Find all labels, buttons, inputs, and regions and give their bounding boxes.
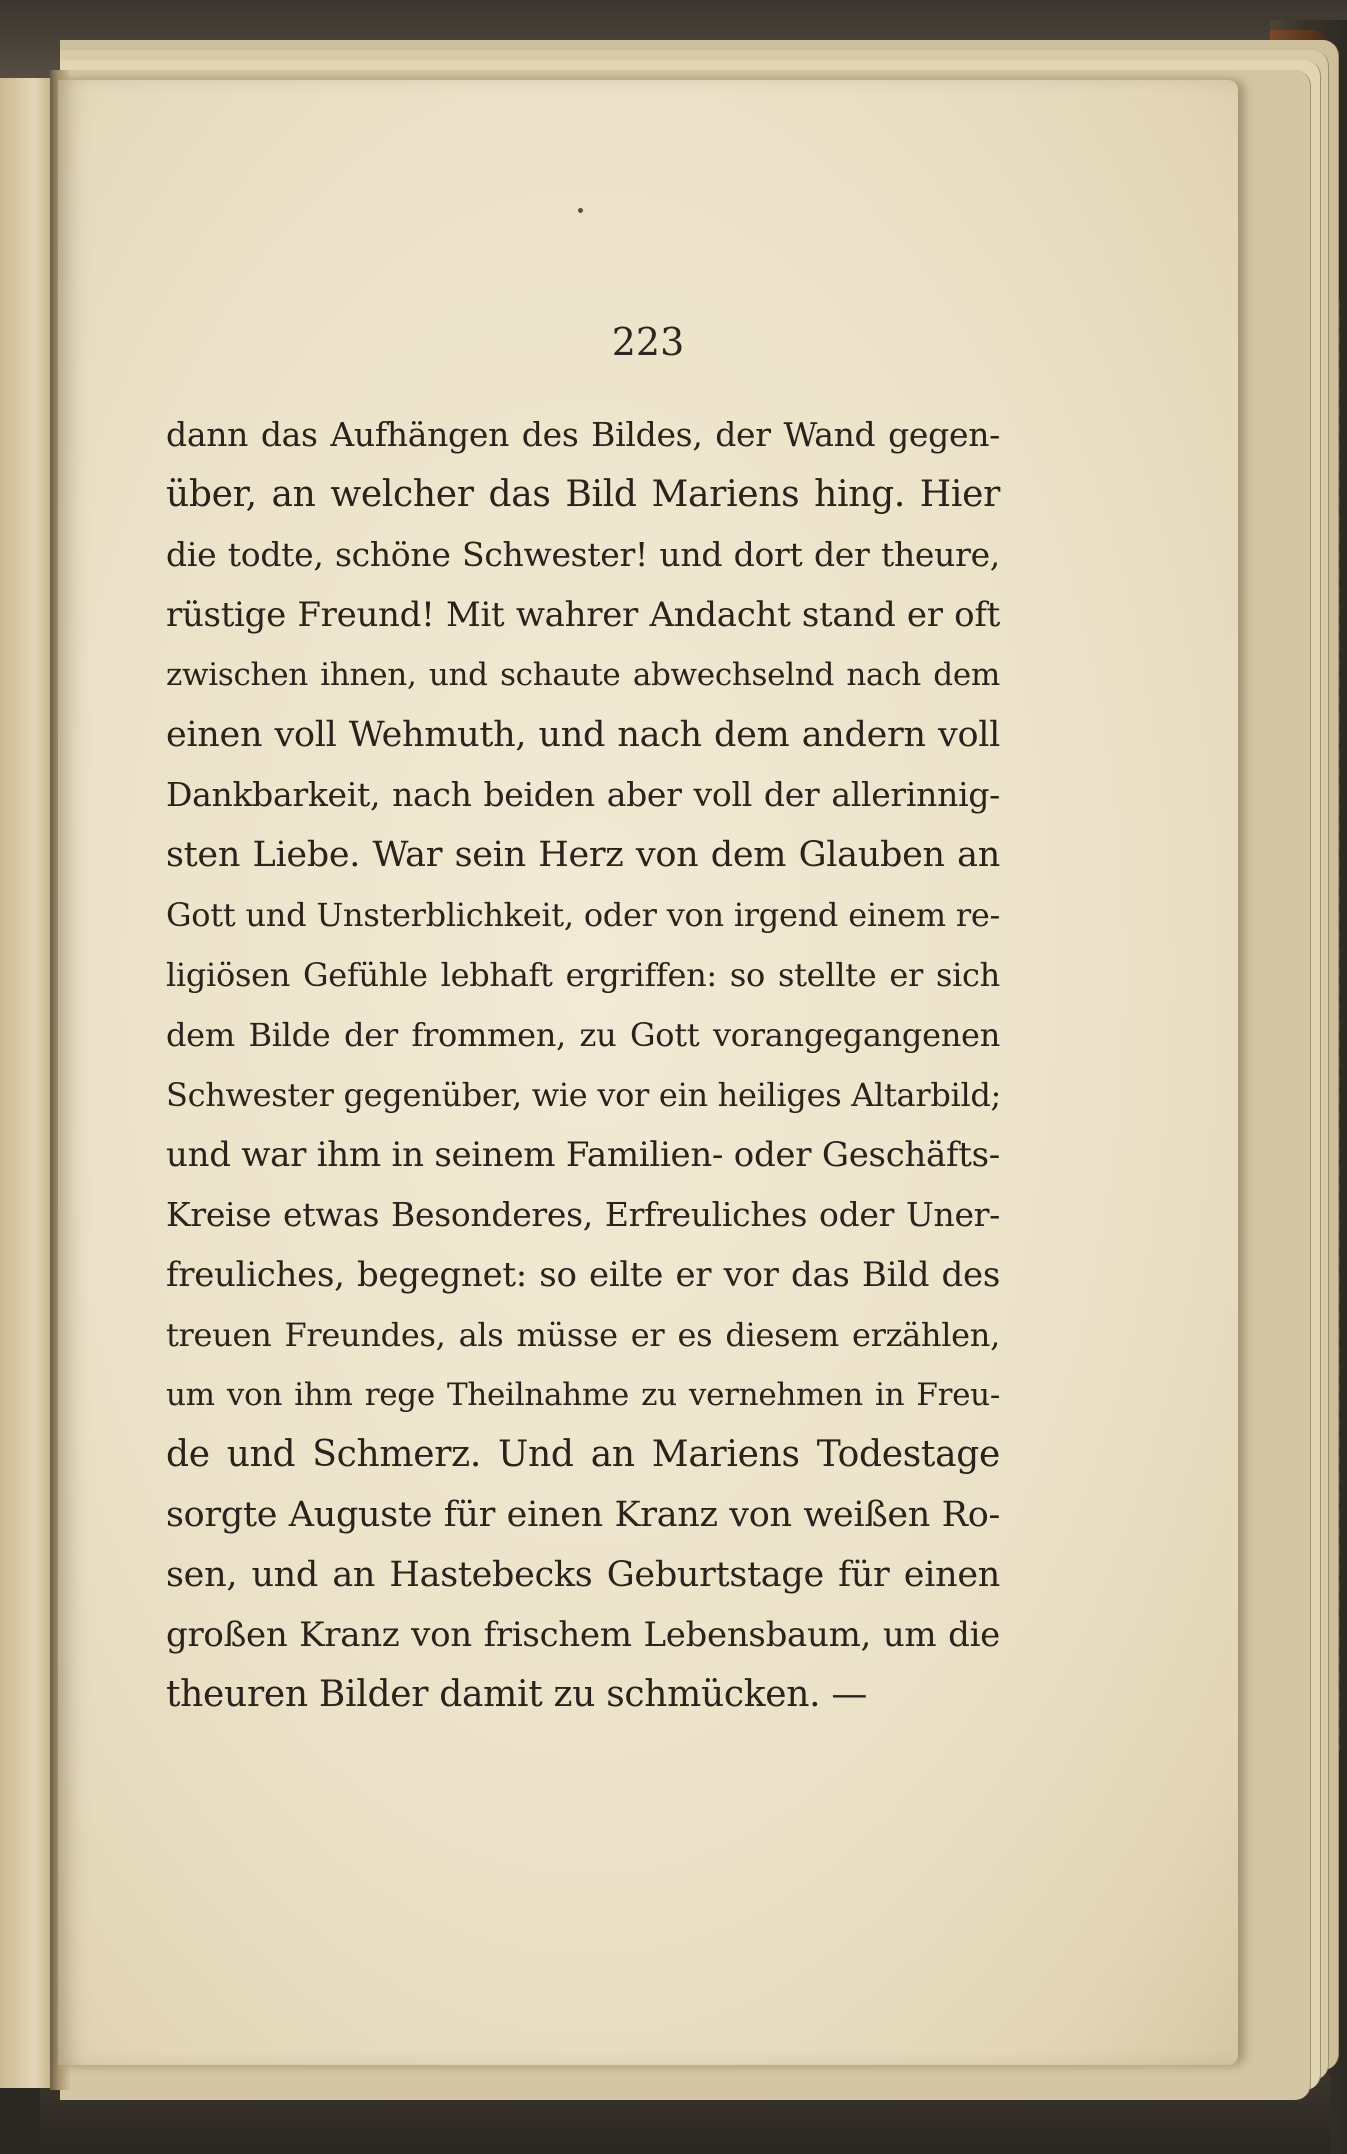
text-line: zwischen ihnen, und schaute abwechselnd nach dem <box>166 657 1000 693</box>
text-line: einen voll Wehmuth, und nach dem andern voll <box>166 715 1000 755</box>
text-line: großen Kranz von frischem Lebensbaum, um die <box>166 1615 1000 1655</box>
text-line: Kreise etwas Besonderes, Erfreuliches oder Uner- <box>166 1195 1000 1234</box>
text-line: theuren Bilder damit zu schmücken. — <box>166 1674 868 1715</box>
page-number: 223 <box>611 320 685 364</box>
text-line: dann das Aufhängen des Bildes, der Wand gegen- <box>166 415 1000 454</box>
text-line: treuen Freundes, als müsse er es diesem erzählen, <box>166 1316 1000 1354</box>
text-line: Dankbarkeit, nach beiden aber voll der allerinnig- <box>166 775 1000 814</box>
text-line: ligiösen Gefühle lebhaft ergriffen: so stellte er sich <box>166 956 1000 994</box>
text-line: über, an welcher das Bild Mariens hing. Hier <box>166 474 1000 515</box>
page-body-text <box>166 405 1000 1725</box>
text-line: dem Bilde der frommen, zu Gott vorangegangenen <box>166 1016 1000 1054</box>
text-line: sen, und an Hastebecks Geburtstage für einen <box>166 1555 1000 1595</box>
text-line: freuliches, begegnet: so eilte er vor das Bild des <box>166 1255 1000 1295</box>
text-line: de und Schmerz. Und an Mariens Todestage <box>166 1434 1000 1475</box>
text-line: um von ihm rege Theilnahme zu vernehmen in Freu- <box>166 1377 1000 1413</box>
text-line: und war ihm in seinem Familien- oder Geschäfts- <box>166 1135 1000 1175</box>
paper-speck <box>578 208 583 213</box>
text-line: sorgte Auguste für einen Kranz von weißen Ro- <box>166 1495 1000 1535</box>
text-line: sten Liebe. War sein Herz von dem Glauben an <box>166 835 1000 875</box>
text-line: rüstige Freund! Mit wahrer Andacht stand er oft <box>166 595 1000 635</box>
text-line: Schwester gegenüber, wie vor ein heiliges Altarbild; <box>166 1076 1002 1114</box>
book-page <box>58 80 1238 2065</box>
text-line: Gott und Unsterblichkeit, oder von irgend einem re- <box>166 896 1000 934</box>
text-line: die todte, schöne Schwester! und dort der theure, <box>166 535 1000 574</box>
